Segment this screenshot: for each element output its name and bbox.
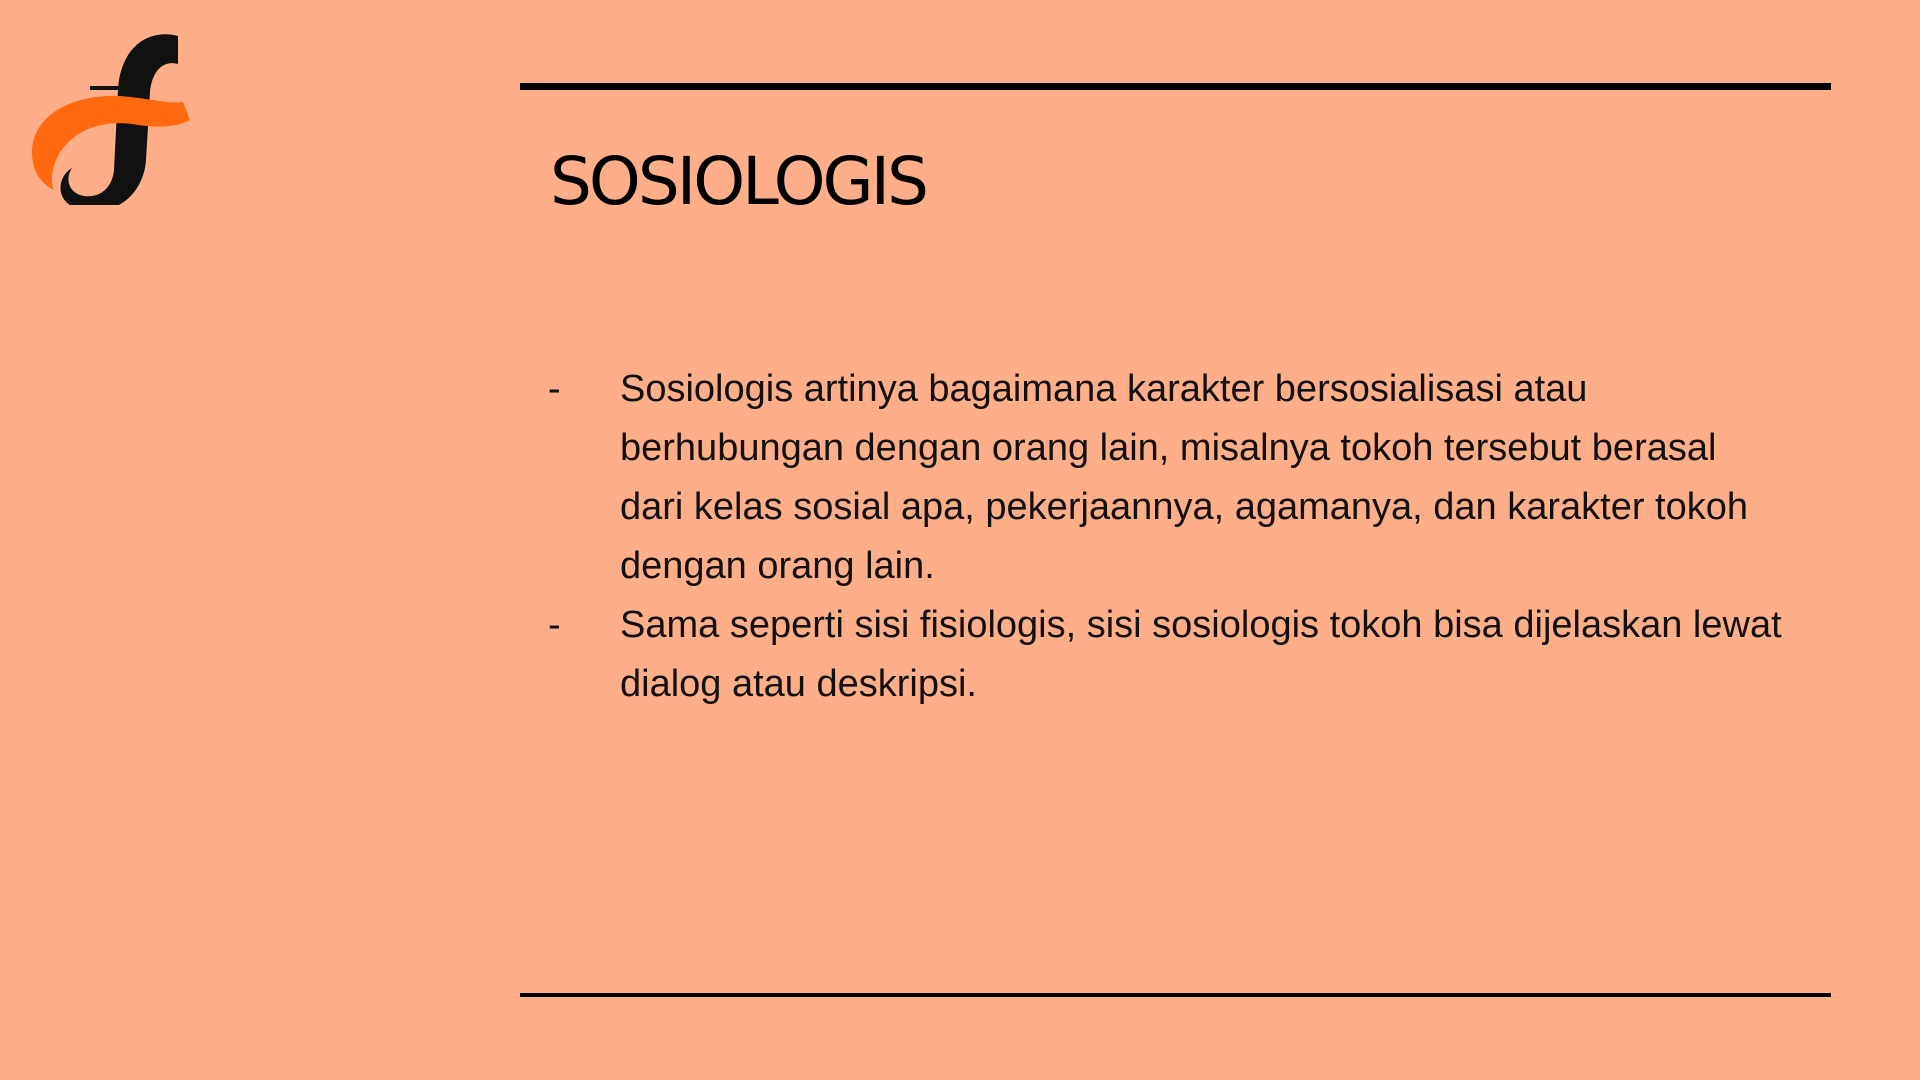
bullet-text: Sama seperti sisi fisiologis, sisi sosiologis tokoh bisa dijelaskan lewat dialog atau deskripsi. — [620, 604, 1782, 705]
top-divider — [520, 83, 1831, 90]
logo-crossbar — [90, 86, 120, 90]
logo-ribbon — [32, 96, 190, 190]
bottom-divider — [520, 993, 1831, 997]
bullet-list — [548, 360, 1788, 714]
brand-logo-icon — [28, 30, 193, 205]
bullet-marker: - — [548, 604, 561, 646]
slide-title: SOSIOLOGIS — [550, 143, 927, 220]
bullet-item — [548, 360, 1788, 596]
bullet-marker: - — [548, 368, 561, 410]
bullet-item — [548, 596, 1788, 714]
bullet-text: Sosiologis artinya bagaimana karakter bersosialisasi atau berhubungan dengan orang lain, misalnya tokoh tersebut berasal dari kelas sosial apa, pekerjaannya, agamanya, dan karakter tokoh dengan orang lain. — [620, 368, 1749, 587]
